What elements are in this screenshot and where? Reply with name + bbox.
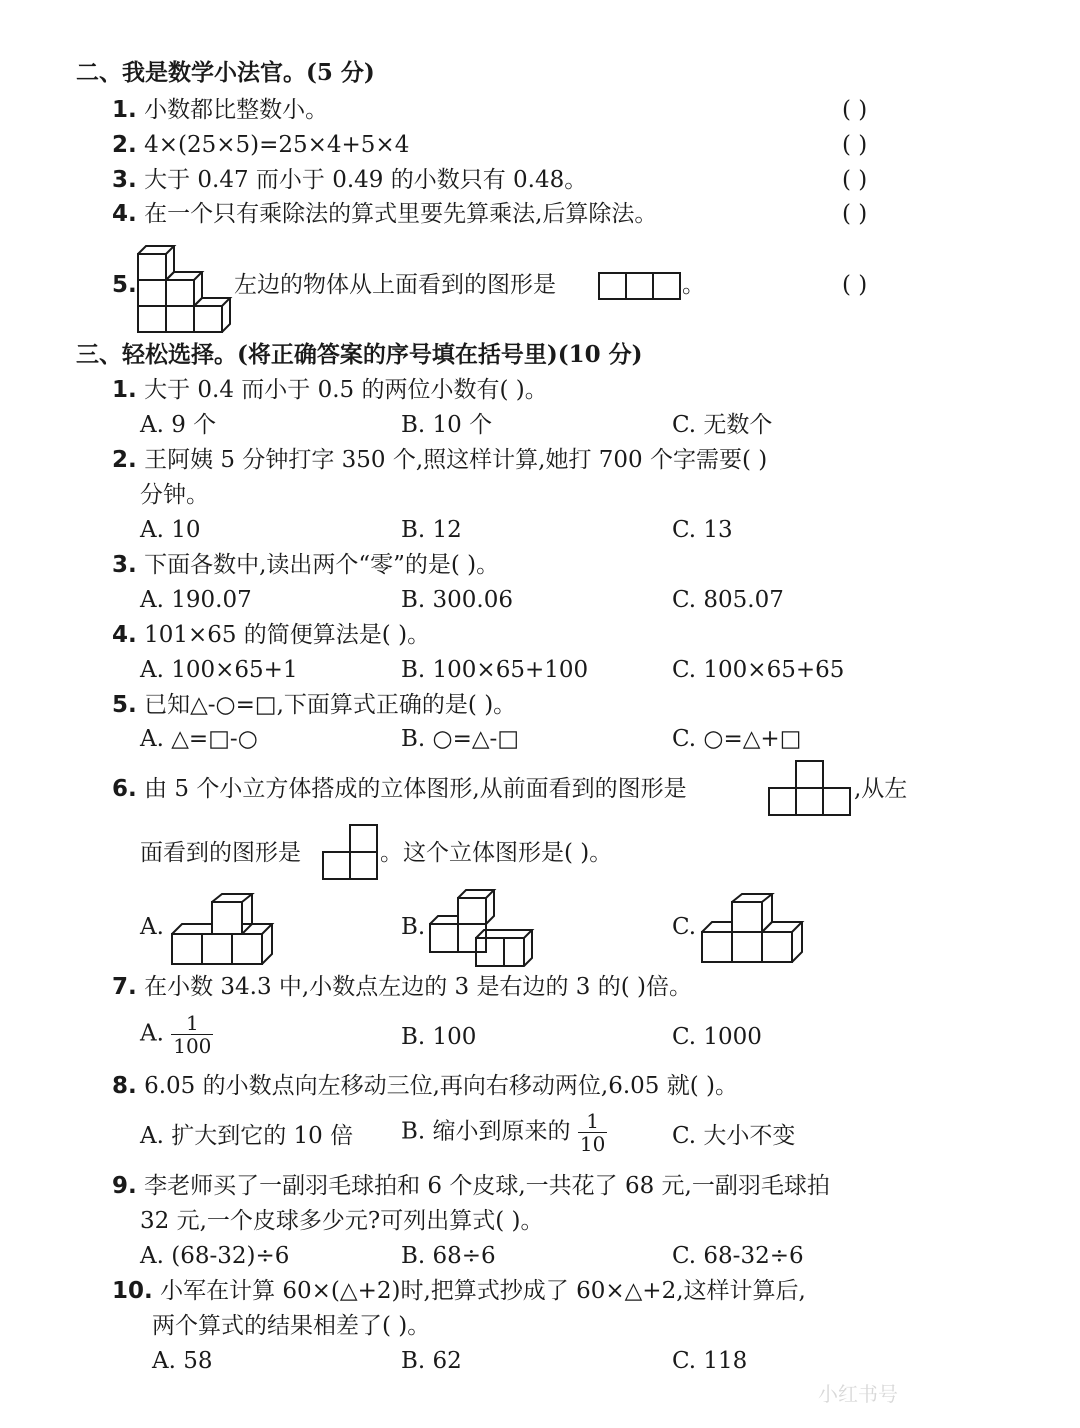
item-text: 在一个只有乘除法的算式里要先算乘法,后算除法。 <box>144 201 658 227</box>
s3-question-6 <box>112 774 687 804</box>
watermark-text: 小红书号 <box>818 1382 898 1406</box>
s3-question-7 <box>112 972 692 1002</box>
item-number: 7. <box>112 974 137 1000</box>
item-number: 1. <box>112 97 137 123</box>
question-text: 由 5 个小立方体搭成的立体图形,从前面看到的图形是 <box>144 776 687 802</box>
item-number: 3. <box>112 167 137 193</box>
question-text: 已知△-○=□,下面算式正确的是( )。 <box>144 692 517 718</box>
option-b[interactable]: B. <box>401 914 426 940</box>
denominator: 100 <box>173 1034 212 1058</box>
s2-item-2 <box>112 130 409 160</box>
item-number: 2. <box>112 132 137 158</box>
item-number: 2. <box>112 447 137 473</box>
option-b[interactable]: B. ○=△-□ <box>401 726 520 752</box>
s2-answer-paren-4[interactable]: ( ) <box>842 201 868 227</box>
s2-answer-paren-3[interactable]: ( ) <box>842 167 868 193</box>
question-text: 101×65 的简便算法是( )。 <box>144 622 431 648</box>
option-a[interactable]: A. 100×65+1 <box>140 657 298 683</box>
option-b[interactable]: B. 62 <box>401 1348 462 1374</box>
s2-item-5-text: 左边的物体从上面看到的图形是 <box>234 272 556 298</box>
option-a[interactable]: A. (68-32)÷6 <box>140 1243 290 1269</box>
option-a[interactable]: A. 190.07 <box>140 587 252 613</box>
s2-answer-paren-2[interactable]: ( ) <box>842 132 868 158</box>
option-c[interactable]: C. 68-32÷6 <box>672 1243 804 1269</box>
item-number: 5. <box>112 692 137 718</box>
item-number: 4. <box>112 622 137 648</box>
option-a[interactable]: A. 扩大到它的 10 倍 <box>140 1123 354 1149</box>
item-number: 3. <box>112 552 137 578</box>
question-text-cont: 32 元,一个皮球多少元?可列出算式( )。 <box>140 1208 544 1234</box>
item-text: 4×(25×5)=25×4+5×4 <box>144 132 410 158</box>
option-b[interactable]: B. 300.06 <box>401 587 514 613</box>
s3-question-9 <box>112 1171 830 1201</box>
s3-question-10 <box>112 1276 806 1306</box>
option-c[interactable]: C. 1000 <box>672 1024 762 1050</box>
option-b[interactable]: B. 100 <box>401 1024 477 1050</box>
option-a[interactable]: A. <box>140 914 164 940</box>
s2-answer-paren-5[interactable]: ( ) <box>842 272 868 298</box>
option-c-cube-figure <box>700 890 816 966</box>
item-number: 10. <box>112 1278 153 1304</box>
s3-question-8 <box>112 1071 738 1101</box>
item-number: 6. <box>112 776 137 802</box>
option-b[interactable] <box>401 1110 607 1155</box>
option-c[interactable]: C. 118 <box>672 1348 748 1374</box>
option-c[interactable]: C. 13 <box>672 517 733 543</box>
top-view-three-squares <box>598 272 682 300</box>
question-text-cont: 。这个立体图形是( )。 <box>380 840 613 866</box>
question-text-cont: 面看到的图形是 <box>140 840 301 866</box>
left-view-figure <box>322 824 380 882</box>
numerator: 1 <box>171 1012 213 1035</box>
option-b-cube-figure <box>428 888 536 968</box>
s3-question-5 <box>112 690 516 720</box>
front-view-figure <box>768 760 852 816</box>
option-a[interactable]: A. △=□-○ <box>140 726 258 752</box>
item-number: 1. <box>112 377 137 403</box>
fraction <box>578 1110 607 1155</box>
s2-item-4 <box>112 199 657 229</box>
s2-item-1 <box>112 95 328 125</box>
s2-answer-paren-1[interactable]: ( ) <box>842 97 868 123</box>
item-text: 大于 0.47 而小于 0.49 的小数只有 0.48。 <box>144 167 588 193</box>
question-text: 李老师买了一副羽毛球拍和 6 个皮球,一共花了 68 元,一副羽毛球拍 <box>144 1173 830 1199</box>
item-number: 8. <box>112 1073 137 1099</box>
option-b[interactable]: B. 10 个 <box>401 412 493 438</box>
option-c[interactable]: C. 805.07 <box>672 587 784 613</box>
option-b[interactable]: B. 12 <box>401 517 462 543</box>
option-c[interactable]: C. ○=△+□ <box>672 726 802 752</box>
item-number: 4. <box>112 201 137 227</box>
numerator: 1 <box>578 1110 607 1133</box>
option-letter: A. <box>140 1020 164 1047</box>
option-c[interactable]: C. 大小不变 <box>672 1123 796 1149</box>
denominator: 10 <box>579 1132 606 1156</box>
s3-question-3 <box>112 550 499 580</box>
item-number: 5. <box>112 272 137 298</box>
option-a[interactable]: A. 10 <box>140 517 201 543</box>
option-c[interactable]: C. <box>672 914 697 940</box>
question-text: 在小数 34.3 中,小数点左边的 3 是右边的 3 的( )倍。 <box>144 974 692 1000</box>
s2-item-5-tail: 。 <box>682 272 705 298</box>
question-text-cont: 两个算式的结果相差了( )。 <box>152 1313 431 1339</box>
option-a[interactable]: A. 58 <box>152 1348 213 1374</box>
s2-item-3 <box>112 165 587 195</box>
question-text-cont: ,从左 <box>854 776 908 802</box>
option-b[interactable]: B. 100×65+100 <box>401 657 589 683</box>
stepped-cubes-figure <box>136 236 234 334</box>
question-text: 6.05 的小数点向左移动三位,再向右移动两位,6.05 就( )。 <box>144 1073 738 1099</box>
option-a[interactable]: A. 9 个 <box>140 412 217 438</box>
question-text: 王阿姨 5 分钟打字 350 个,照这样计算,她打 700 个字需要( ) <box>144 447 768 473</box>
option-c[interactable]: C. 无数个 <box>672 412 773 438</box>
s3-question-2 <box>112 445 767 475</box>
section-3-title: 三、轻松选择。(将正确答案的序号填在括号里)(10 分) <box>76 341 643 368</box>
question-text: 小军在计算 60×(△+2)时,把算式抄成了 60×△+2,这样计算后, <box>160 1278 806 1304</box>
option-a[interactable] <box>140 1012 213 1057</box>
option-c[interactable]: C. 100×65+65 <box>672 657 845 683</box>
item-text: 小数都比整数小。 <box>144 97 329 123</box>
item-number: 9. <box>112 1173 137 1199</box>
option-a-cube-figure <box>170 890 288 966</box>
option-text: B. 缩小到原来的 <box>401 1118 571 1145</box>
s3-question-4 <box>112 620 430 650</box>
question-text-cont: 分钟。 <box>140 482 209 508</box>
fraction <box>171 1012 213 1057</box>
option-b[interactable]: B. 68÷6 <box>401 1243 496 1269</box>
s3-question-1 <box>112 375 548 405</box>
question-text: 下面各数中,读出两个“零”的是( )。 <box>144 552 500 578</box>
question-text: 大于 0.4 而小于 0.5 的两位小数有( )。 <box>144 377 548 403</box>
section-2-title: 二、我是数学小法官。(5 分) <box>76 59 375 86</box>
